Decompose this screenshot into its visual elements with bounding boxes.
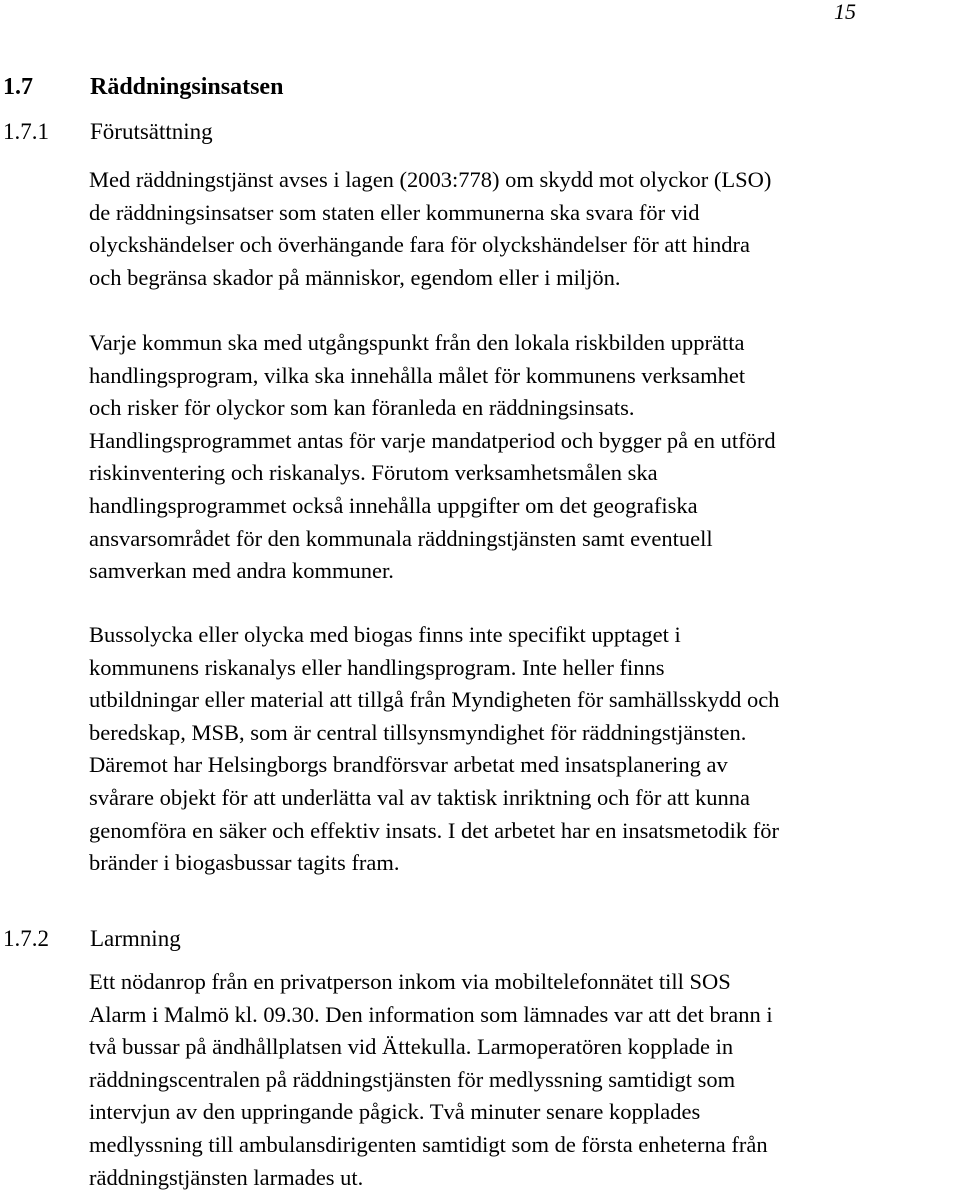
page-number: 15 [834,0,856,24]
text-line: kommunens riskanalys eller handlingsprogram. Inte heller finns [89,654,665,680]
subsection-title: Förutsättning [90,119,213,144]
paragraph [89,619,959,880]
subsection-number: 1.7.1 [3,119,49,144]
text-line: Med räddningstjänst avses i lagen (2003:778) om skydd mot olyckor (LSO) [89,167,772,192]
text-line: och risker för olyckor som kan föranleda en räddningsinsats. [89,395,635,421]
subsection-number: 1.7.2 [3,926,49,951]
text-line: svårare objekt för att underlätta val av taktisk inriktning och för att kunna [89,784,751,810]
text-line: genomföra en säker och effektiv insats. I det arbetet har en insatsmetodik för [89,817,779,843]
text-line: Alarm i Malmö kl. 09.30. Den information som lämnades var att det brann i [89,1001,773,1027]
text-line: Ett nödanrop från en privatperson inkom via mobiltelefonnätet till SOS [89,969,731,994]
text-line: medlyssning till ambulansdirigenten samtidigt som de första enheterna från [89,1131,768,1157]
paragraph [89,966,959,1194]
text-line: riskinventering och riskanalys. Förutom verksamhetsmålen ska [89,460,658,486]
text-line: beredskap, MSB, som är central tillsynsmyndighet för räddningstjänsten. [89,719,747,745]
text-line: räddningscentralen på räddningstjänsten för medlyssning samtidigt som [89,1066,736,1092]
text-line: samverkan med andra kommuner. [89,558,394,584]
text-line: Bussolycka eller olycka med biogas finns inte specifikt upptaget i [89,622,681,647]
paragraph [89,327,959,588]
text-line: de räddningsinsatser som staten eller kommunerna ska svara för vid [89,199,700,225]
text-line: handlingsprogram, vilka ska innehålla målet för kommunens verksamhet [89,362,746,388]
text-line: intervjun av den uppringande pågick. Två minuter senare kopplades [89,1099,701,1125]
subsection-title: Larmning [90,926,181,951]
text-line: Däremot har Helsingborgs brandförsvar arbetat med insatsplanering av [89,752,728,778]
subsection-heading-forutsattning [3,117,213,147]
text-line: Varje kommun ska med utgångspunkt från den lokala riskbilden upprätta [89,330,745,355]
text-line: och begränsa skador på människor, egendom eller i miljön. [89,264,621,290]
text-line: räddningstjänsten larmades ut. [89,1164,364,1190]
section-title: Räddningsinsatsen [90,74,284,100]
section-number: 1.7 [3,74,33,100]
text-line: Handlingsprogrammet antas för varje mandatperiod och bygger på en utförd [89,427,776,453]
text-line: bränder i biogasbussar tagits fram. [89,850,400,876]
paragraph [89,164,959,294]
text-line: handlingsprogrammet också innehålla uppgifter om det geografiska [89,492,698,518]
subsection-heading-larmning [3,924,181,954]
text-line: olyckshändelser och överhängande fara för olyckshändelser för att hindra [89,232,750,258]
section-heading [3,72,283,102]
text-line: ansvarsområdet för den kommunala räddningstjänsten samt eventuell [89,525,713,551]
text-line: utbildningar eller material att tillgå från Myndigheten för samhällsskydd och [89,687,780,713]
text-line: två bussar på ändhållplatsen vid Ättekulla. Larmoperatören kopplade in [89,1034,734,1060]
